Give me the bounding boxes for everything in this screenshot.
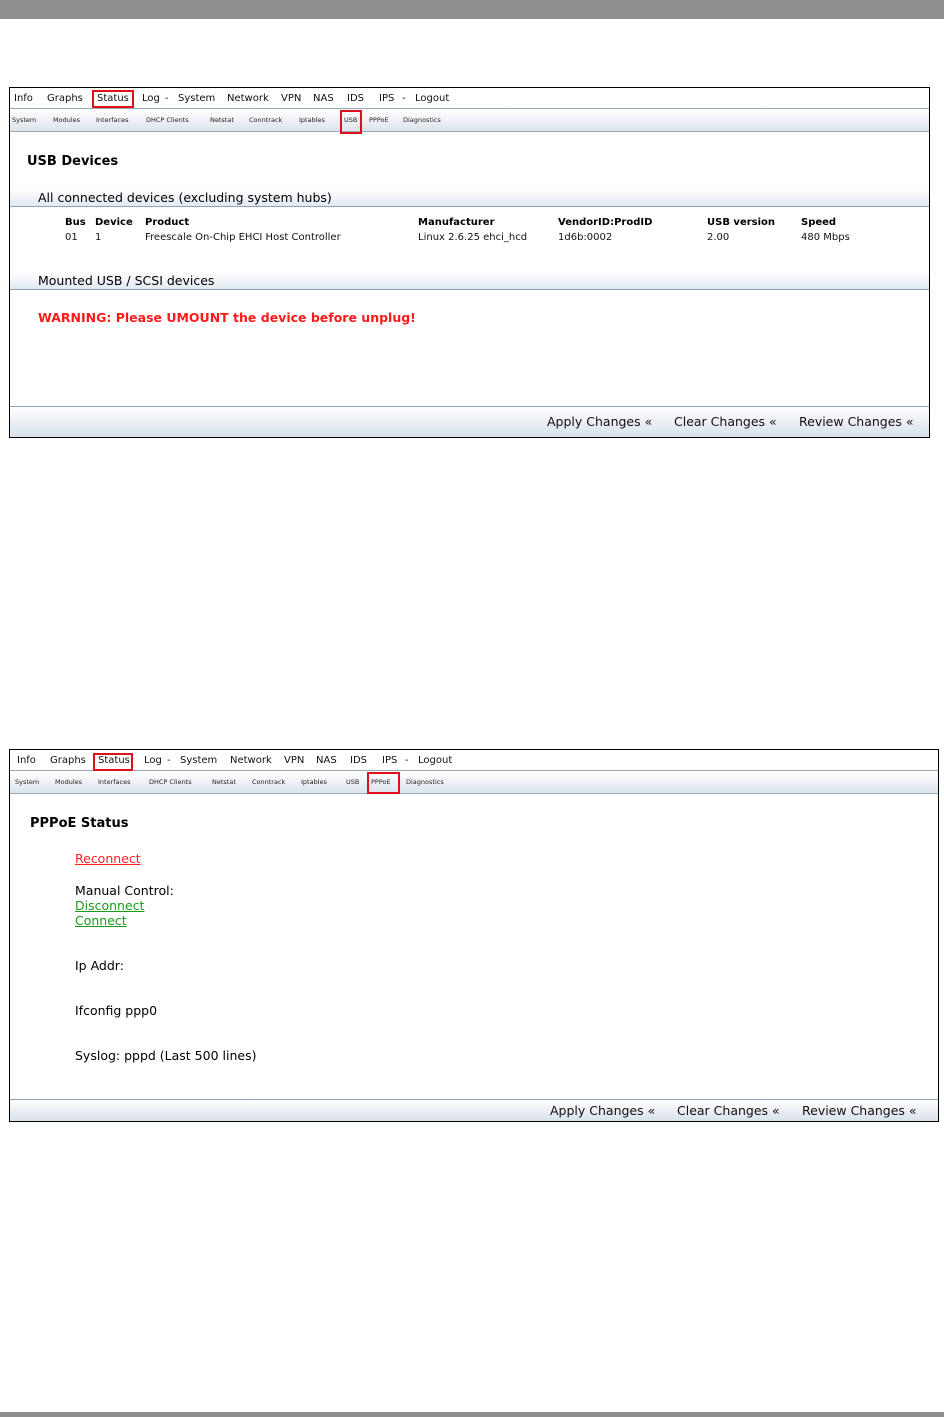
sub-menu [10,109,929,132]
syslog-label: Syslog: pppd (Last 500 lines) [75,1048,257,1063]
column-header: Device [95,217,133,228]
submenu-modules[interactable]: Modules [53,116,81,124]
submenu-pppoe[interactable]: PPPoE [369,116,389,124]
column-header: VendorID:ProdID [558,217,653,228]
review-changes-button[interactable]: Review Changes « [799,414,914,429]
table-cell: 480 Mbps [801,232,850,243]
sub-menu [10,771,938,794]
usb-screenshot [9,87,930,438]
menu-graphs[interactable]: Graphs [50,755,86,766]
menu-log[interactable]: Log [144,755,162,766]
menu-system[interactable]: System [178,93,216,104]
footer-bar [10,406,929,437]
submenu-conntrack[interactable]: Conntrack [249,116,283,124]
reconnect-link[interactable]: Reconnect [75,851,141,866]
submenu-iptables[interactable]: Iptables [301,778,327,786]
section-title: Mounted USB / SCSI devices [38,273,215,288]
submenu-dhcp-clients[interactable]: DHCP Clients [149,778,192,786]
column-header: USB version [707,217,776,228]
submenu-diagnostics[interactable]: Diagnostics [406,778,444,786]
submenu-interfaces[interactable]: Interfaces [96,116,129,124]
table-cell: Freescale On-Chip EHCI Host Controller [145,232,341,243]
clear-changes-button[interactable]: Clear Changes « [677,1103,780,1118]
apply-changes-button[interactable]: Apply Changes « [547,414,653,429]
submenu-system[interactable]: System [12,116,37,124]
submenu-iptables[interactable]: Iptables [299,116,325,124]
submenu-usb[interactable]: USB [344,116,358,124]
umount-warning: WARNING: Please UMOUNT the device before unplug! [38,310,416,325]
menu-ips[interactable]: IPS [379,93,395,104]
submenu-diagnostics[interactable]: Diagnostics [403,116,441,124]
usb-highlight-box [340,110,362,134]
section-title: All connected devices (excluding system hubs) [38,190,332,205]
connect-link[interactable]: Connect [75,913,127,928]
menu-network[interactable]: Network [227,93,269,104]
menu-ips[interactable]: IPS [382,755,398,766]
menu-separator: - [165,93,169,104]
submenu-netstat[interactable]: Netstat [210,116,234,124]
menu-vpn[interactable]: VPN [281,93,302,104]
ifconfig-label: Ifconfig ppp0 [75,1003,158,1018]
footer-bar [10,1099,938,1121]
menu-separator: - [402,93,406,104]
main-menu [10,88,929,109]
menu-log[interactable]: Log [142,93,160,104]
apply-changes-button[interactable]: Apply Changes « [550,1103,656,1118]
table-cell: 1d6b:0002 [558,232,613,243]
table-cell: 01 [65,232,78,243]
submenu-modules[interactable]: Modules [55,778,83,786]
menu-separator: - [167,755,171,766]
submenu-netstat[interactable]: Netstat [212,778,236,786]
menu-separator: - [405,755,409,766]
menu-nas[interactable]: NAS [313,93,334,104]
submenu-usb[interactable]: USB [346,778,360,786]
status-highlight-box [92,90,134,108]
menu-logout[interactable]: Logout [415,93,450,104]
submenu-dhcp-clients[interactable]: DHCP Clients [146,116,189,124]
submenu-system[interactable]: System [15,778,40,786]
page-header-bar [0,0,944,19]
menu-ids[interactable]: IDS [347,93,364,104]
submenu-conntrack[interactable]: Conntrack [252,778,286,786]
table-cell: 1 [95,232,102,243]
menu-nas[interactable]: NAS [316,755,337,766]
menu-status[interactable]: Status [97,93,129,104]
table-cell: Linux 2.6.25 ehci_hcd [418,232,528,243]
disconnect-link[interactable]: Disconnect [75,898,145,913]
column-header: Bus [65,217,86,228]
main-menu [10,750,938,771]
column-header: Product [145,217,190,228]
menu-vpn[interactable]: VPN [284,755,305,766]
pppoe-highlight-box [367,772,400,794]
clear-changes-button[interactable]: Clear Changes « [674,414,777,429]
menu-graphs[interactable]: Graphs [47,93,83,104]
column-header: Manufacturer [418,217,495,228]
menu-info[interactable]: Info [14,93,33,104]
section-mounted-devices [10,272,929,290]
ip-addr-label: Ip Addr: [75,958,124,973]
menu-logout[interactable]: Logout [418,755,453,766]
status-highlight-box [93,753,133,771]
manual-control-label: Manual Control: [75,883,174,898]
review-changes-button[interactable]: Review Changes « [802,1103,917,1118]
column-header: Speed [801,217,837,228]
menu-system[interactable]: System [180,755,218,766]
table-cell: 2.00 [707,232,730,243]
page-title: USB Devices [27,154,119,169]
menu-status[interactable]: Status [98,755,130,766]
menu-info[interactable]: Info [17,755,36,766]
submenu-interfaces[interactable]: Interfaces [98,778,131,786]
pppoe-screenshot [9,749,939,1122]
menu-network[interactable]: Network [230,755,272,766]
submenu-pppoe[interactable]: PPPoE [371,778,391,786]
section-connected-devices [10,189,929,207]
page-footer-line [0,1412,944,1417]
page-title: PPPoE Status [30,816,129,831]
menu-ids[interactable]: IDS [350,755,367,766]
